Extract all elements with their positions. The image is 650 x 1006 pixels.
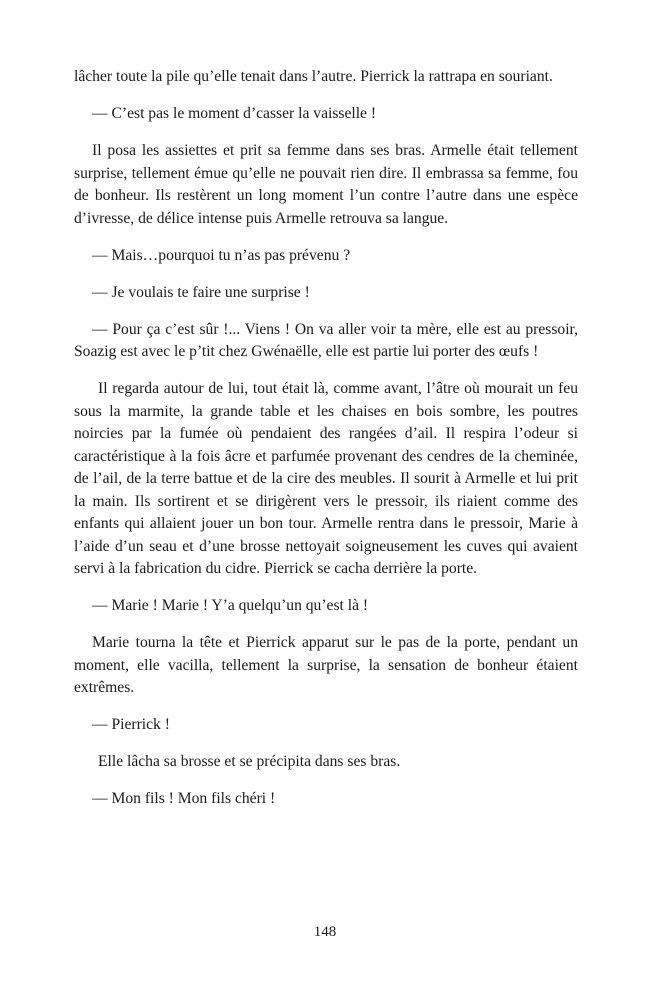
dialogue-line: — Marie ! Marie ! Y’a quelqu’un qu’est là ! (92, 597, 369, 614)
dialogue-line: — Mon fils ! Mon fils chéri ! (92, 790, 276, 807)
paragraph: Il posa les assiettes et prit sa femme dans ses bras. Armelle était tellement surprise, tellement émue qu’elle ne pouvait rien dire. Il embrassa sa femme, fou de bonheur. Ils restèrent un long moment l’un contre l’autre dans une espèce d’ivresse, de délice intense puis Armelle retrouva sa langue. (74, 142, 578, 227)
page-body (74, 66, 578, 825)
dialogue-line: — Pour ça c’est sûr !... Viens ! On va aller voir ta mère, elle est au pressoir, Soazig est avec le p’tit chez Gwénaëlle, elle est partie lui porter des œufs ! (74, 320, 578, 360)
dialogue-line: — Pierrick ! (92, 716, 170, 733)
dialogue-line: — Mais…pourquoi tu n’as pas prévenu ? (92, 246, 351, 264)
page-number: 148 (313, 924, 337, 940)
paragraph: lâcher toute la pile qu’elle tenait dans l’autre. Pierrick la rattrapa en souriant. (74, 68, 553, 85)
dialogue-line: — Je voulais te faire une surprise ! (92, 283, 310, 301)
paragraph: Marie tourna la tête et Pierrick apparut sur le pas de la porte, pendant un moment, elle vacilla, tellement la surprise, la sensation de bonheur étaient extrêmes. (74, 634, 578, 696)
paragraph: Il regarda autour de lui, tout était là, comme avant, l’âtre où mourait un feu sous la marmite, la grande table et les chaises en bois sombre, les poutres noircies par la fumée où pendaient des rangées d’ail. Il respira l’odeur si caractéristique à la fois âcre et parfumée provenant des cendres de la cheminée, de l’ail, de la terre battue et de la cire des meubles. Il sourit à Armelle et lui prit la main. Ils sortirent et se dirigèrent vers le pressoir, ils riaient comme des enfants qui allaient jouer un bon tour. Armelle rentra dans le pressoir, Marie à l’aide d’un seau et d’une brosse nettoyait soigneusement les cuves qui avaient servi à la fabrication du cidre. Pierrick se cacha derrière la porte. (74, 380, 578, 577)
paragraph: Elle lâcha sa brosse et se précipita dans ses bras. (98, 753, 401, 770)
dialogue-line: — C’est pas le moment d’casser la vaisselle ! (92, 105, 377, 122)
